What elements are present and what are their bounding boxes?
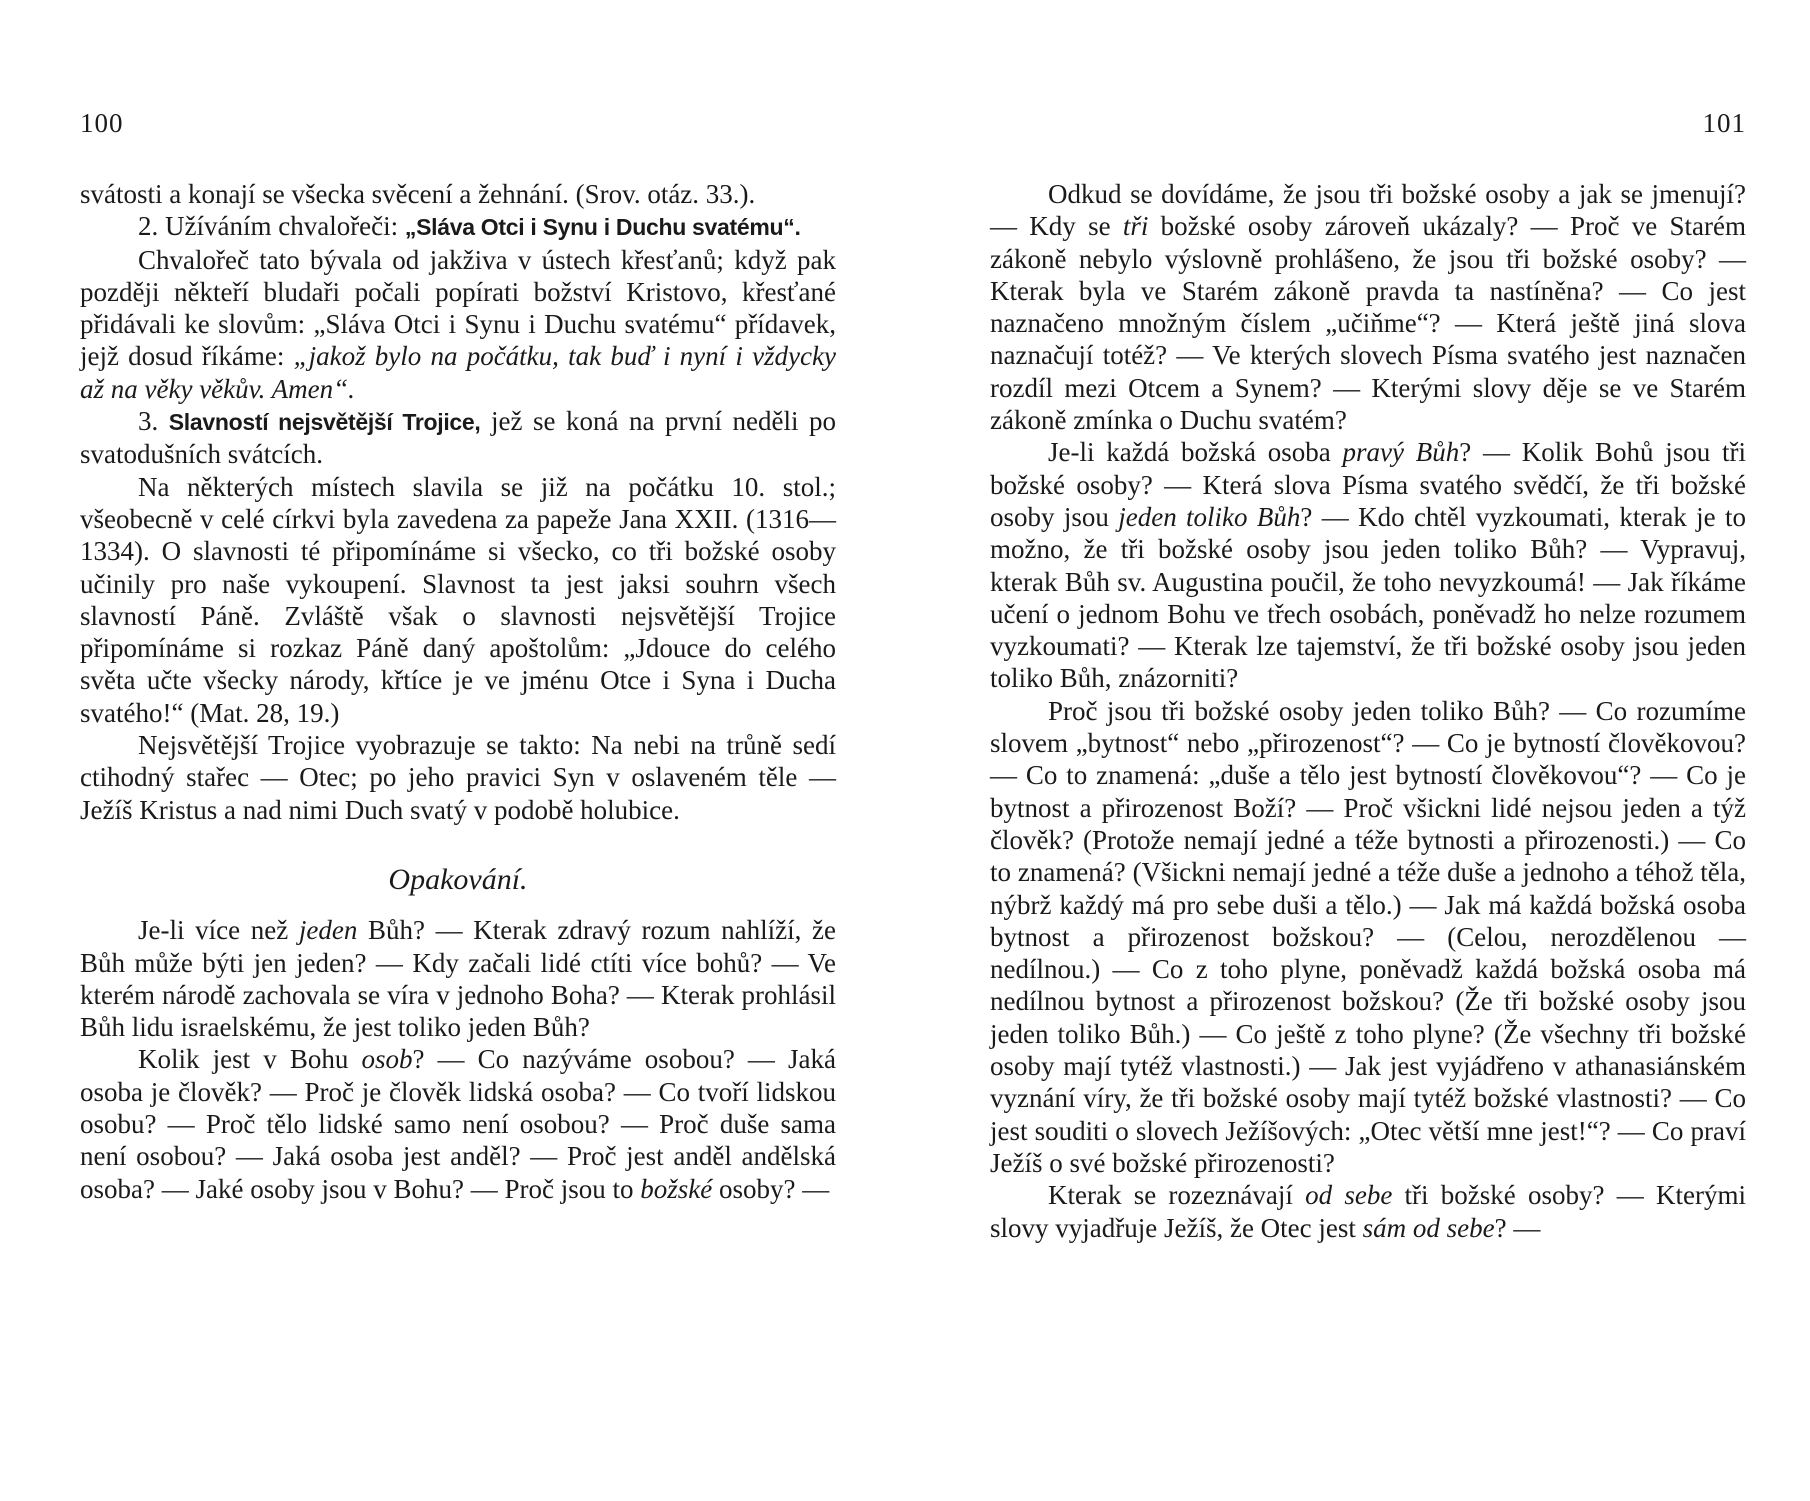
text-run: Kterak se rozeznávají bbox=[1048, 1180, 1306, 1211]
text-run: svátosti a konají se všecka svěcení a žehnání. (Srov. otáz. 33.). bbox=[80, 179, 756, 209]
text-run: Nejsvětější Trojice vyobrazuje se takto: Na nebi na trůně sedí ctihodný stařec — Otec; po jeho pravici Syn v oslaveném těle — Ježíš Kristus a nad nimi Duch svatý v podobě holubice. bbox=[80, 730, 836, 825]
question-paragraph bbox=[990, 178, 1746, 436]
paragraph-numbered-3 bbox=[80, 405, 836, 471]
text-run: 2. Užíváním chvalořeči: bbox=[138, 211, 405, 242]
paragraph bbox=[80, 244, 836, 405]
text-run: ? — Co nazýváme osobou? — Jaká osoba je člověk? — Proč je člověk lidská osoba? — Co tvoří lidskou osobu? — Proč tělo lidské samo není osobou? — Proč duše sama není osobou? — Jaká osoba jest anděl? — Proč jest anděl andělská osoba? — Jaké osoby jsou v Bohu? — Proč jsou to bbox=[80, 1044, 836, 1204]
italic-phrase: osob bbox=[361, 1044, 413, 1075]
right-page bbox=[990, 0, 1746, 1501]
text-run: 3. bbox=[138, 406, 169, 437]
bold-phrase: „Sláva Otci i Synu i Duchu svatému“. bbox=[404, 214, 801, 241]
question-paragraph bbox=[990, 695, 1746, 1179]
text-run: Proč jsou tři božské osoby jeden toliko Bůh? — Co rozumíme slovem „bytnost“ nebo „přirozenost“? — Co je bytností člověkovou? — Co to znamená: „duše a tělo jest bytností člověkovou“? — Co je bytnost a přirozenost Boží? — Proč všickni lidé nejsou jeden a týž člověk? (Protože nemají jedné a téže bytnosti a přirozenosti.) — Co to znamená? (Všickni nemají jedné a téže duše a jednoho a téhož těla, nýbrž každý má pro sebe duši a tělo.) — Jak má každá božská osoba bytnost a přirozenost božskou? — (Celou, nerozdělenou — nedílnou.) — Co z toho plyne, poněvadž každá božská osoba má nedílnou bytnost a přirozenost božskou? (Že tři božské osoby jsou jeden toliko Bůh.) — Co ještě z toho plyne? (Že všechny tři božské osoby mají tytéž vlastnosti.) — Jak jest vyjádřeno v athanasiánském vyznání víry, že tři božské osoby mají tytéž božské vlastnosti? — Co jest souditi o slovech Ježíšových: „Otec větší mne jest!“? — Co praví Ježíš o své božské přirozenosti? bbox=[990, 695, 1746, 1178]
page-number-right: 101 bbox=[1702, 108, 1746, 138]
text-run: božské osoby zároveň ukázaly? — Proč ve Starém zákoně nebylo výslovně prohlášeno, že jsou tři božské osoby? — Kterak byla ve Starém zákoně pravda ta nastíněna? — Co jest naznačeno množným číslem „učiňme“? — Která ještě jiná slova naznačují totéž? — Ve kterých slovech Písma svatého jest naznačen rozdíl mezi Otcem a Synem? — Kterými slovy děje se ve Starém zákoně zmínka o Duchu svatém? bbox=[990, 211, 1746, 436]
italic-phrase: pravý Bůh bbox=[1342, 437, 1460, 468]
italic-phrase: od sebe bbox=[1305, 1180, 1393, 1211]
italic-phrase: jeden bbox=[298, 915, 358, 946]
text-run: Na některých místech slavila se již na počátku 10. stol.; všeobecně v celé církvi byla zavedena za papeže Jana XXII. (1316—1334). O slavnosti té připomínáme si všecko, co tři božské osoby učinily pro naše vykoupení. Slavnost ta jest jaksi souhrn všech slavností Páně. Zvláště však o slavnosti nejsvětější Trojice připomínáme si rozkaz Páně daný apoštolům: „Jdouce do celého světa učte všecky národy, křtíce je ve jménu Otce i Syna i Ducha svatého!“ (Mat. 28, 19.) bbox=[80, 471, 836, 728]
bold-phrase: Slavností nejsvětější Trojice, bbox=[168, 409, 481, 436]
section-heading: Opakování. bbox=[388, 862, 528, 896]
text-run: Chvalořeč tato bývala od jakživa v ústech křesťanů; když pak později někteří bludaři počali popírati božství Kristovo, křesťané přidávali ke slovům: „Sláva Otci i Synu i Duchu svatému“ přídavek, jejž dosud říkáme: bbox=[80, 244, 836, 372]
text-run: ? — Kolik Bohů jsou tři božské osoby? — Která slova Písma svatého svědčí, že tři božské osoby jsou bbox=[990, 437, 1747, 532]
text-run: tři božské osoby? — Kterými slovy vyjadřuje Ježíš, že Otec jest bbox=[990, 1180, 1746, 1243]
question-paragraph bbox=[990, 436, 1746, 694]
question-paragraph bbox=[990, 1179, 1746, 1244]
question-paragraph bbox=[80, 1043, 836, 1204]
right-page-text bbox=[990, 178, 1746, 1244]
italic-phrase: „jakož bylo na počátku, tak buď i nyní i vždycky až na věky věkův. Amen“. bbox=[80, 341, 836, 404]
italic-phrase: tři bbox=[1122, 211, 1149, 242]
text-run: ? — Kdo chtěl vyzkoumati, kterak je to možno, že tři božské osoby jsou jeden toliko Bůh? — Vypravuj, kterak Bůh sv. Augustina poučil, že toho nevyzkoumá! — Jak říkáme učení o jednom Bohu ve třech osobách, poněvadž ho nelze rozumem vyzkoumati? — Kterak lze tajemství, že tři božské osoby jsou jeden toliko Bůh, znázorniti? bbox=[990, 501, 1747, 694]
text-run: Je-li více než bbox=[138, 915, 299, 946]
text-run: Bůh? — Kterak zdravý rozum nahlíží, že Bůh může býti jen jeden? — Kdy začali lidé ctíti více bohů? — Ve kterém národě zachovala se víra v jednoho Boha? — Kterak prohlásil Bůh lidu israelskému, že jest toliko jeden Bůh? bbox=[80, 915, 836, 1043]
text-run: osoby? — bbox=[712, 1173, 830, 1204]
italic-phrase: sám od sebe bbox=[1362, 1212, 1495, 1243]
italic-phrase: božské bbox=[640, 1173, 713, 1204]
question-paragraph bbox=[80, 914, 836, 1043]
left-page bbox=[80, 0, 836, 1501]
paragraph bbox=[80, 729, 836, 826]
paragraph-numbered-2 bbox=[80, 210, 836, 243]
paragraph bbox=[80, 471, 836, 729]
paragraph bbox=[80, 178, 836, 210]
text-run: jež se koná na první neděli po svatodušních svátcích. bbox=[80, 406, 836, 470]
text-run: Odkud se dovídáme, že jsou tři božské osoby a jak se jmenují? — Kdy se bbox=[990, 179, 1746, 242]
text-run: ? — bbox=[1494, 1212, 1541, 1243]
text-run: Je-li každá božská osoba bbox=[1048, 437, 1343, 468]
left-page-text bbox=[80, 178, 836, 1205]
italic-phrase: jeden toliko Bůh bbox=[1118, 501, 1301, 532]
text-run: Kolik jest v Bohu bbox=[138, 1044, 362, 1075]
page-number-left: 100 bbox=[80, 108, 124, 138]
